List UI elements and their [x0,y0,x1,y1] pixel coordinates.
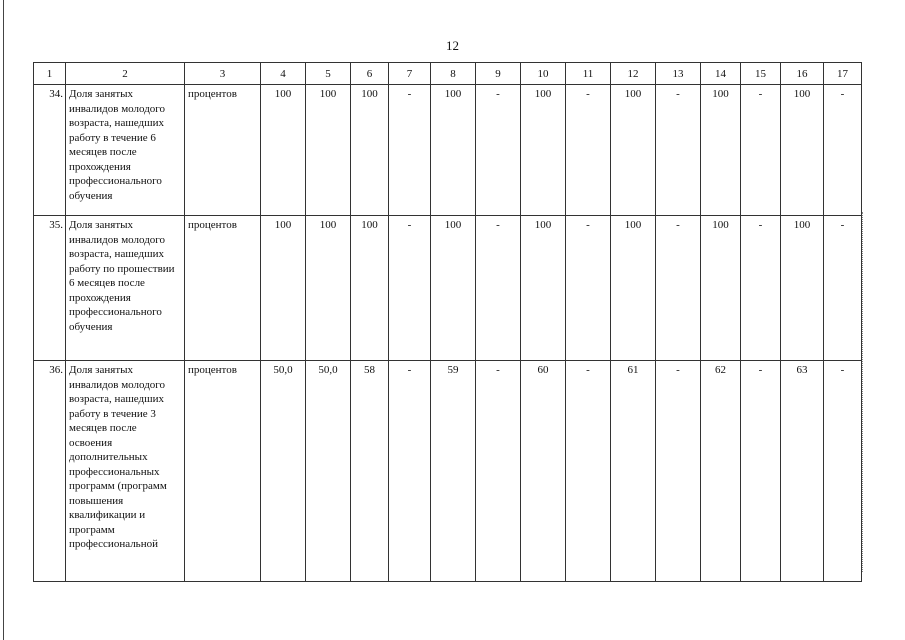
value-cell: 100 [261,85,306,216]
header-cell: 16 [781,63,824,85]
row-number: 34. [34,85,66,216]
value-cell: 100 [351,216,389,361]
value-cell: 100 [351,85,389,216]
row-number: 35. [34,216,66,361]
value-cell: - [824,361,862,582]
value-cell: - [824,216,862,361]
value-cell: - [476,361,521,582]
page-number: 12 [446,38,459,53]
table-row [34,361,862,582]
value-cell: - [656,361,701,582]
value-cell: 100 [261,216,306,361]
value-cell: 58 [351,361,389,582]
header-cell: 15 [741,63,781,85]
value-cell: 100 [521,216,566,361]
table-header-row [34,63,862,85]
value-cell: 50,0 [306,361,351,582]
header-cell: 14 [701,63,741,85]
header-cell: 6 [351,63,389,85]
value-cell: 100 [611,85,656,216]
value-cell: 100 [781,85,824,216]
value-cell: 100 [701,85,741,216]
value-cell: - [389,85,431,216]
value-cell: 100 [611,216,656,361]
page-left-edge [3,0,4,640]
table-row [34,216,862,361]
header-cell: 5 [306,63,351,85]
header-cell: 1 [34,63,66,85]
value-cell: 61 [611,361,656,582]
value-cell: 100 [431,85,476,216]
scan-artifact-line [862,212,863,572]
indicator-name: Доля занятых инвалидов молодого возраста, нашедших работу по прошествии 6 месяцев после прохождения профессионального обучения [66,216,185,361]
value-cell: - [476,216,521,361]
value-cell: - [566,216,611,361]
table-row [34,85,862,216]
value-cell: - [656,85,701,216]
value-cell: 100 [521,85,566,216]
header-cell: 3 [185,63,261,85]
value-cell: - [741,361,781,582]
header-cell: 2 [66,63,185,85]
header-cell: 17 [824,63,862,85]
value-cell: - [566,361,611,582]
value-cell: 100 [306,85,351,216]
value-cell: - [656,216,701,361]
value-cell: 100 [781,216,824,361]
header-cell: 10 [521,63,566,85]
value-cell: 100 [306,216,351,361]
value-cell: 60 [521,361,566,582]
row-number: 36. [34,361,66,582]
header-cell: 13 [656,63,701,85]
unit-cell: процентов [185,361,261,582]
value-cell: 100 [431,216,476,361]
header-cell: 9 [476,63,521,85]
value-cell: 59 [431,361,476,582]
value-cell: - [741,216,781,361]
value-cell: - [824,85,862,216]
header-cell: 12 [611,63,656,85]
header-cell: 8 [431,63,476,85]
value-cell: 62 [701,361,741,582]
header-cell: 4 [261,63,306,85]
value-cell: 50,0 [261,361,306,582]
value-cell: - [476,85,521,216]
value-cell: 100 [701,216,741,361]
header-cell: 7 [389,63,431,85]
value-cell: - [566,85,611,216]
unit-cell: процентов [185,85,261,216]
value-cell: - [741,85,781,216]
indicators-table [33,62,862,582]
indicator-name: Доля занятых инвалидов молодого возраста, нашедших работу в течение 3 месяцев после освоения дополнительных профессиональных программ (программ повышения квалификации и программ профессиональной [66,361,185,582]
indicator-name: Доля занятых инвалидов молодого возраста, нашедших работу в течение 6 месяцев после прохождения профессионального обучения [66,85,185,216]
value-cell: - [389,216,431,361]
unit-cell: процентов [185,216,261,361]
header-cell: 11 [566,63,611,85]
value-cell: - [389,361,431,582]
value-cell: 63 [781,361,824,582]
